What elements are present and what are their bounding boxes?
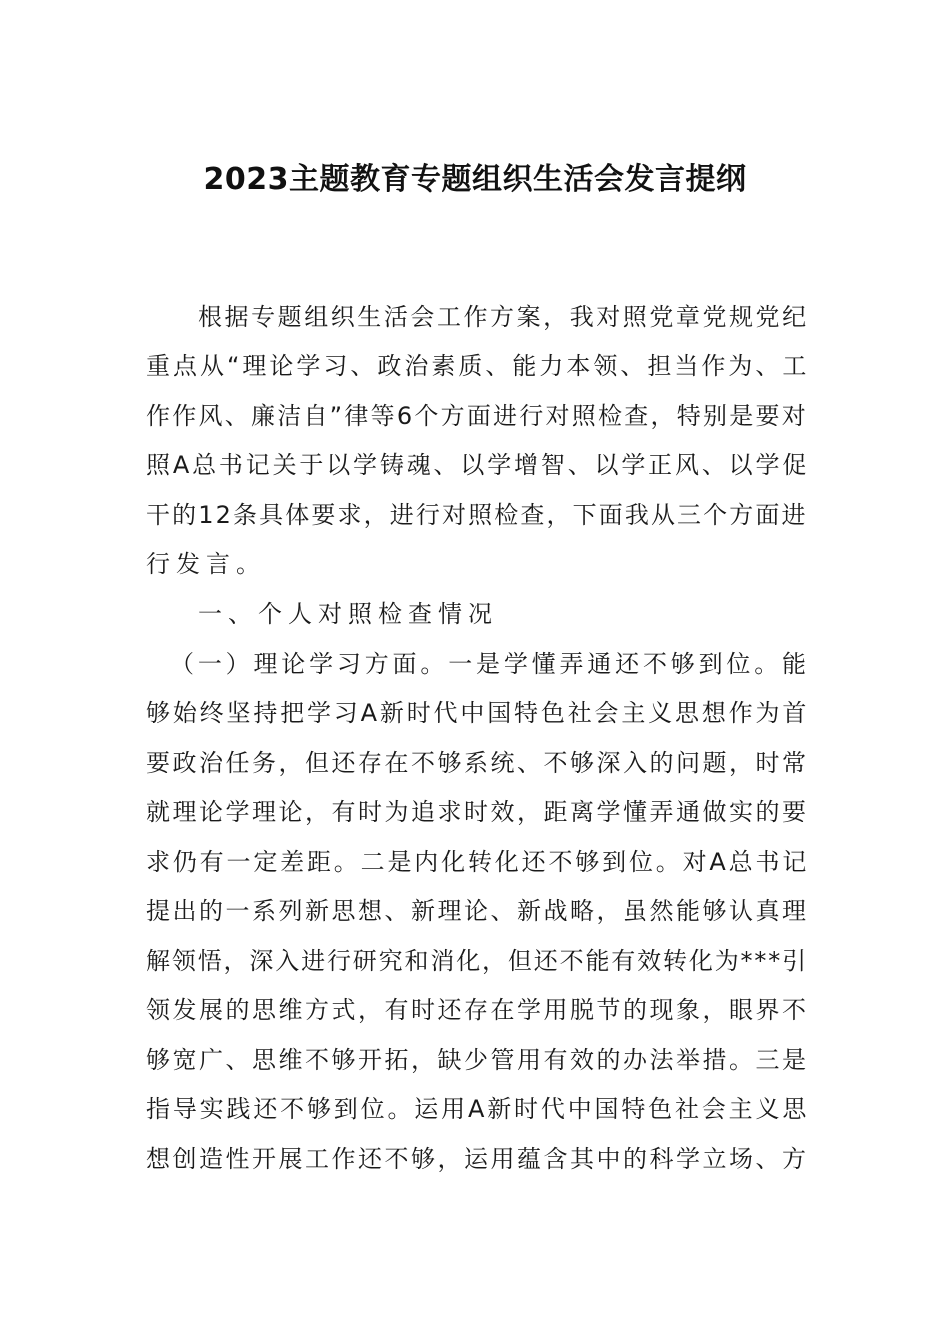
paragraph-line: 提出的一系列新思想、新理论、新战略，虽然能够认真理 [146, 897, 809, 925]
paragraph-line: 重点从“理论学习、政治素质、能力本领、担当作为、工 [146, 352, 810, 380]
paragraph-line: 照A总书记关于以学铸魂、以学增智、以学正风、以学促 [146, 451, 810, 479]
paragraph-line: 行发言。 [146, 550, 266, 578]
paragraph-line: 指导实践还不够到位。运用A新时代中国特色社会主义思 [146, 1095, 810, 1123]
paragraph-line: 领发展的思维方式，有时还存在学用脱节的现象，眼界不 [146, 996, 809, 1024]
paragraph-line: 就理论学理论，有时为追求时效，距离学懂弄通做实的要 [146, 798, 809, 826]
paragraph-line: 够始终坚持把学习A新时代中国特色社会主义思想作为首 [146, 699, 810, 727]
section-heading: 一、个人对照检查情况 [198, 600, 498, 628]
paragraph-line: 根据专题组织生活会工作方案，我对照党章党规党纪 [198, 303, 809, 331]
paragraph-line: 求仍有一定差距。二是内化转化还不够到位。对A总书记 [146, 848, 810, 876]
paragraph-line: 要政治任务，但还存在不够系统、不够深入的问题，时常 [146, 749, 809, 777]
paragraph-line: 干的12条具体要求，进行对照检查，下面我从三个方面进 [146, 501, 808, 529]
paragraph-line: 够宽广、思维不够开拓，缺少管用有效的办法举措。三是 [146, 1046, 809, 1074]
paragraph-line: （一）理论学习方面。一是学懂弄通还不够到位。能 [170, 650, 810, 678]
paragraph-line: 解领悟，深入进行研究和消化，但还不能有效转化为***引 [146, 947, 808, 975]
document-title: 2023主题教育专题组织生活会发言提纲 [203, 162, 747, 197]
paragraph-line: 想创造性开展工作还不够，运用蕴含其中的科学立场、方 [146, 1145, 809, 1173]
paragraph-line: 作作风、廉洁自”律等6个方面进行对照检查，特别是要对 [146, 402, 808, 430]
